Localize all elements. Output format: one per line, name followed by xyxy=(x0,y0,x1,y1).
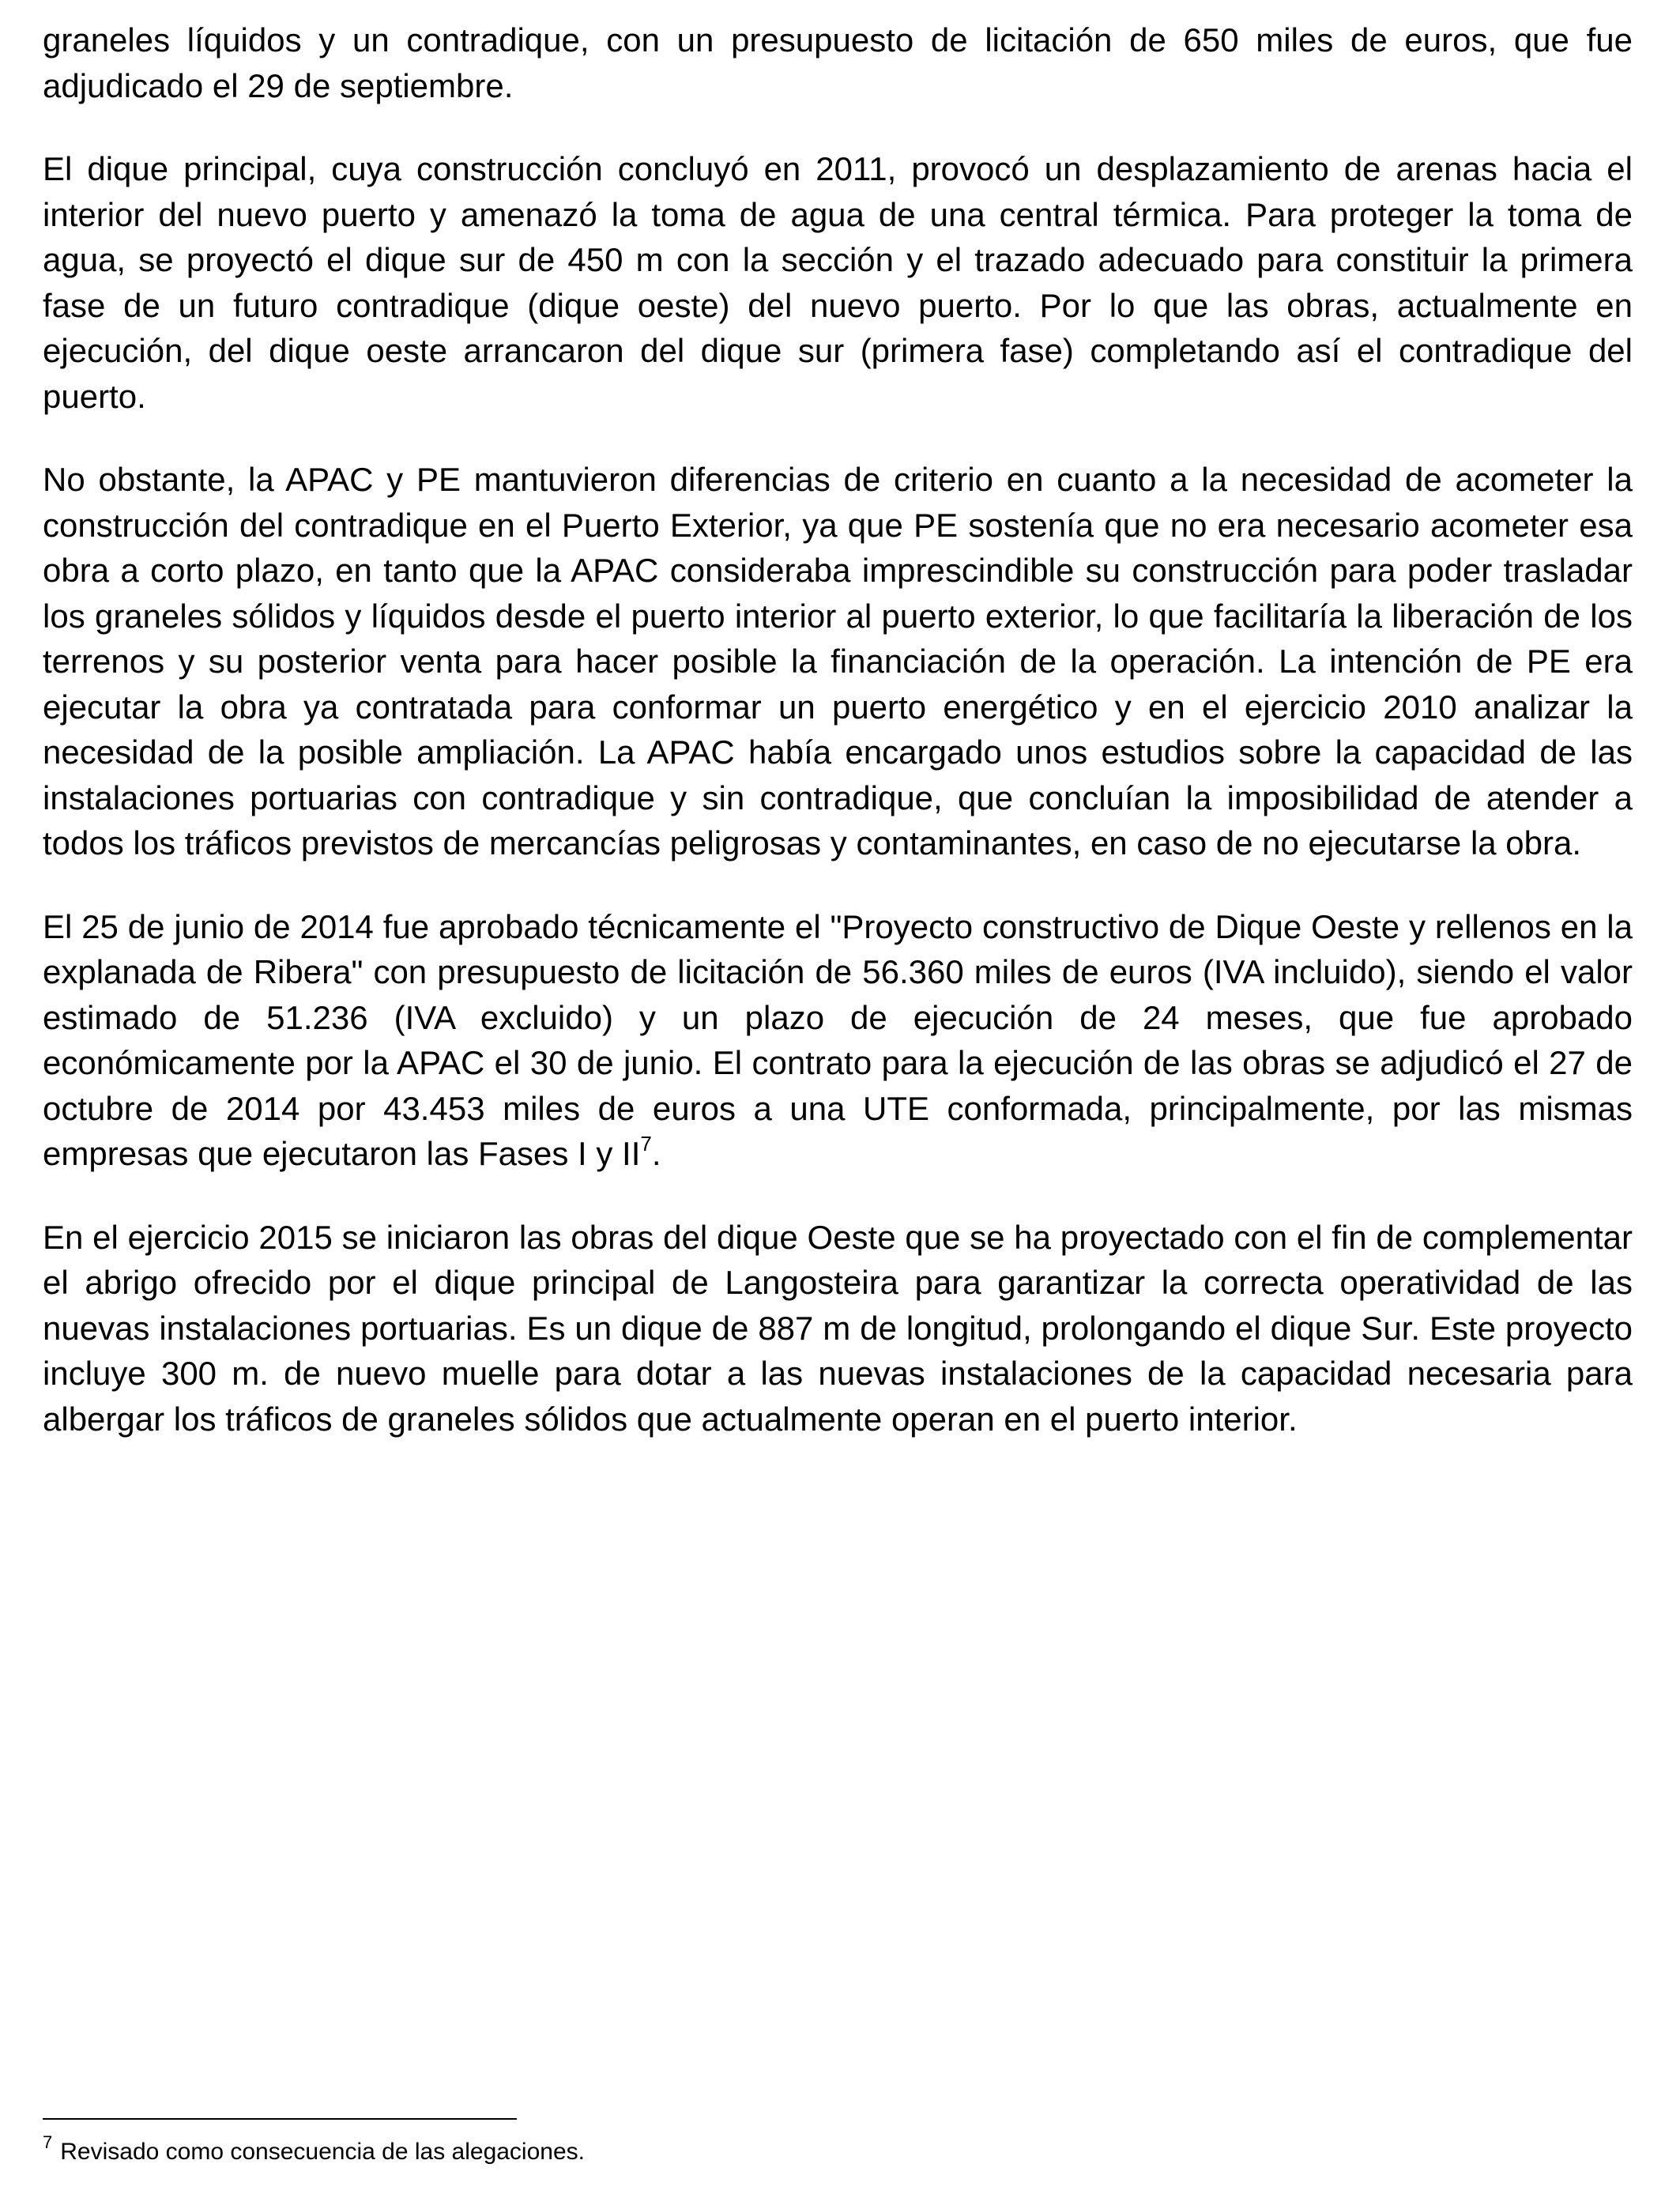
footnote-number: 7 xyxy=(43,2132,53,2152)
footnote-separator xyxy=(43,2118,517,2120)
paragraph-4-text: El 25 de junio de 2014 fue aprobado técnicamente el "Proyecto constructivo de Dique Oeste y rellenos en la explanada de Ribera" con presupuesto de licitación de 56.360 miles de euros (IVA incluido), siendo el valor estimado de 51.236 (IVA excluido) y un plazo de ejecución de 24 meses, que fue aprobado económicamente por la APAC el 30 de junio. El contrato para la ejecución de las obras se adjudicó el 27 de octubre de 2014 por 43.453 miles de euros a una UTE conformada, principalmente, por las mismas empresas que ejecutaron las Fases I y II xyxy=(43,907,1633,1172)
paragraph-2: El dique principal, cuya construcción concluyó en 2011, provocó un desplazamiento de arenas hacia el interior del nuevo puerto y amenazó la toma de agua de una central térmica. Para proteger la toma de agua, se proyectó el dique sur de 450 m con la sección y el trazado adecuado para constituir la primera fase de un futuro contradique (dique oeste) del nuevo puerto. Por lo que las obras, actualmente en ejecución, del dique oeste arrancaron del dique sur (primera fase) completando así el contradique del puerto. xyxy=(43,150,1633,415)
footnote-text: Revisado como consecuencia de las alegaciones. xyxy=(60,2139,585,2165)
body-text xyxy=(43,17,1633,1480)
footnote-reference[interactable]: 7 xyxy=(640,1132,652,1155)
paragraph-4 xyxy=(43,904,1633,1177)
paragraph-4-end: . xyxy=(651,1135,661,1172)
paragraph-5: En el ejercicio 2015 se iniciaron las obras del dique Oeste que se ha proyectado con el fin de complementar el abrigo ofrecido por el dique principal de Langosteira para garantizar la correcta operatividad de las nuevas instalaciones portuarias. Es un dique de 887 m de longitud, prolongando el dique Sur. Este proyecto incluye 300 m. de nuevo muelle para dotar a las nuevas instalaciones de la capacidad necesaria para albergar los tráficos de graneles sólidos que actualmente operan en el puerto interior. xyxy=(43,1218,1633,1438)
paragraph-3: No obstante, la APAC y PE mantuvieron diferencias de criterio en cuanto a la necesidad de acometer la construcción del contradique en el Puerto Exterior, ya que PE sostenía que no era necesario acometer esa obra a corto plazo, en tanto que la APAC consideraba imprescindible su construcción para poder trasladar los graneles sólidos y líquidos desde el puerto interior al puerto exterior, lo que facilitaría la liberación de los terrenos y su posterior venta para hacer posible la financiación de la operación. La intención de PE era ejecutar la obra ya contratada para conformar un puerto energético y en el ejercicio 2010 analizar la necesidad de la posible ampliación. La APAC había encargado unos estudios sobre la capacidad de las instalaciones portuarias con contradique y sin contradique, que concluían la imposibilidad de atender a todos los tráficos previstos de mercancías peligrosas y contaminantes, en caso de no ejecutarse la obra. xyxy=(43,461,1633,861)
footnote xyxy=(43,2132,585,2168)
paragraph-1: graneles líquidos y un contradique, con un presupuesto de licitación de 650 miles de euros, que fue adjudicado el 29 de septiembre. xyxy=(43,21,1633,104)
